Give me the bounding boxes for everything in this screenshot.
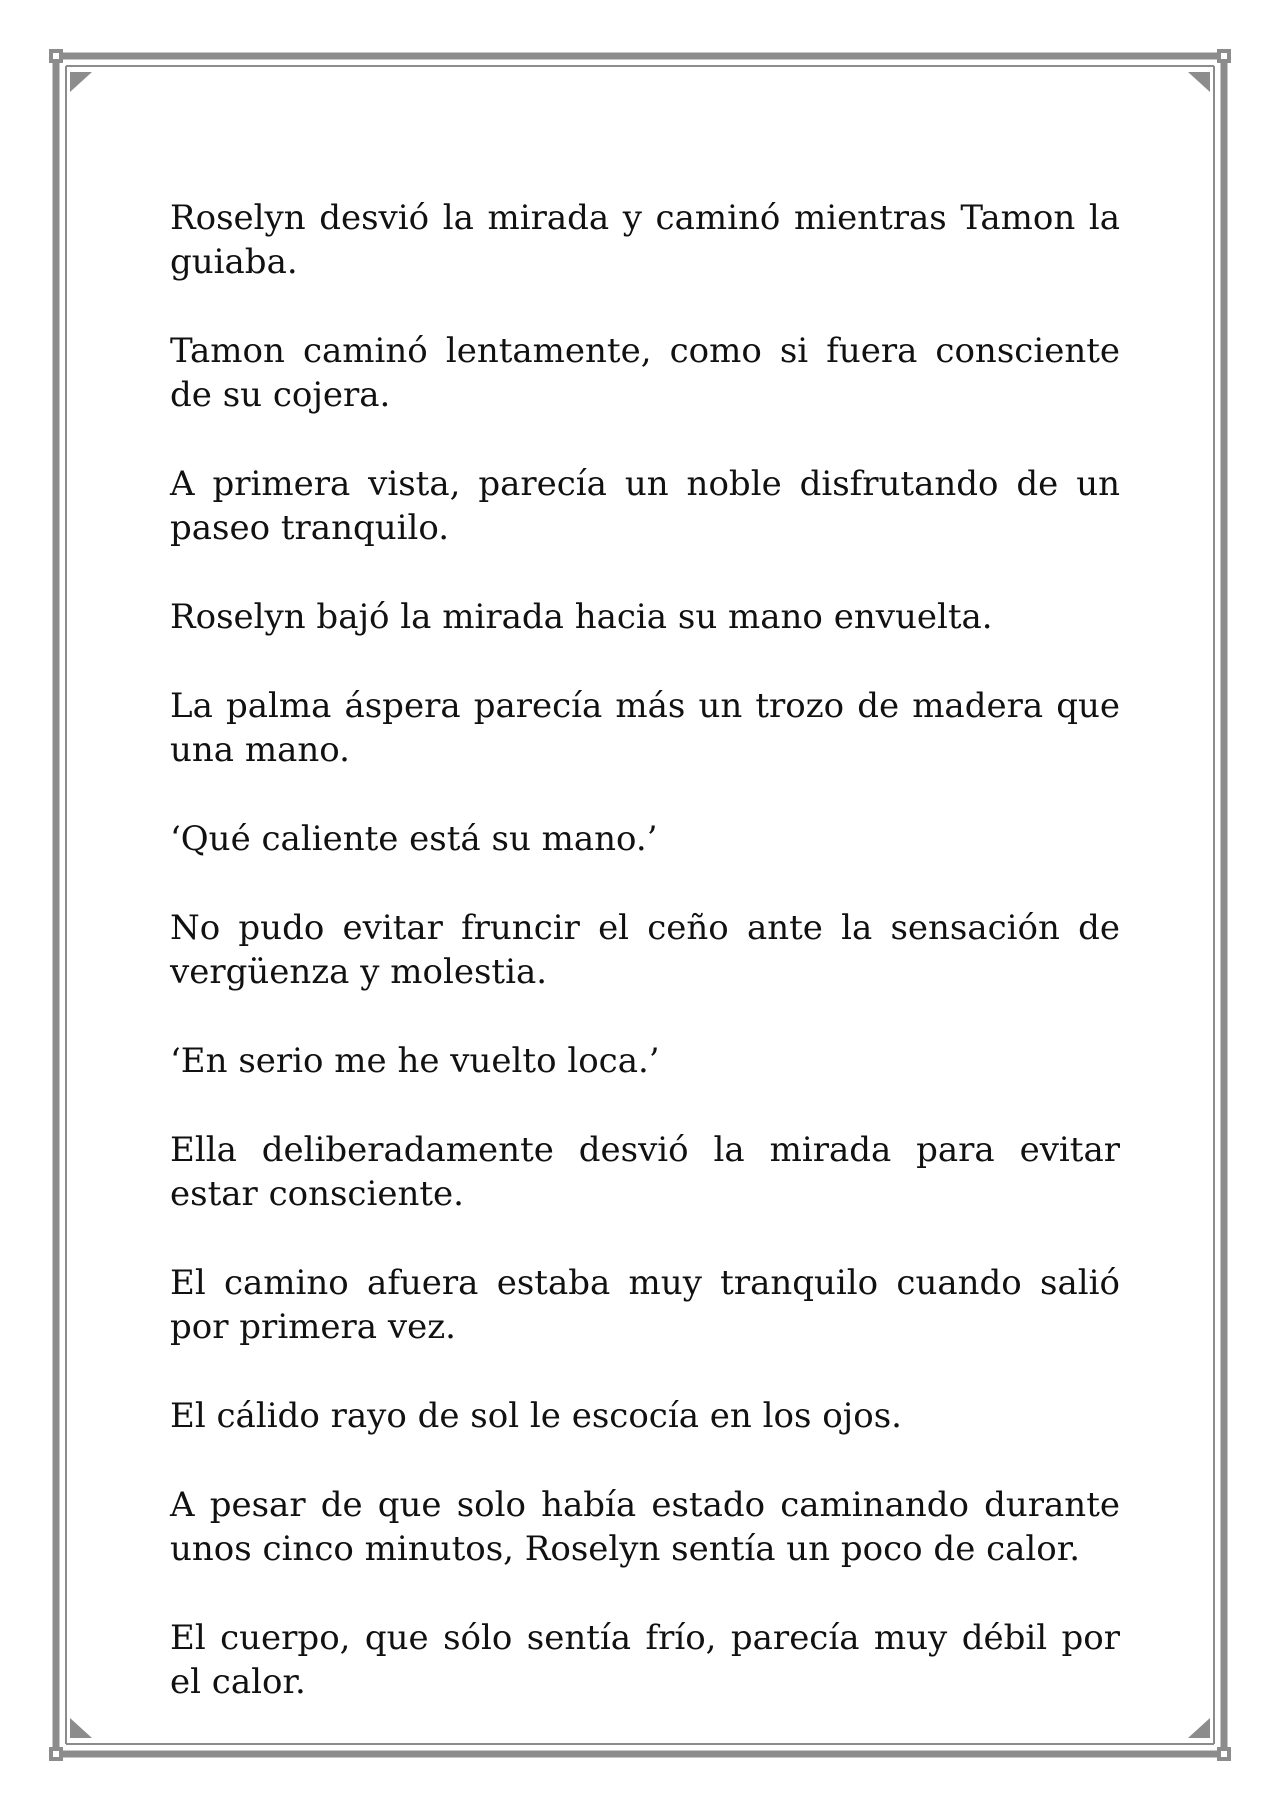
paragraph: El cuerpo, que sólo sentía frío, parecía muy débil por el calor. xyxy=(170,1618,1120,1702)
paragraph: A primera vista, parecía un noble disfrutando de un paseo tranquilo. xyxy=(170,464,1120,548)
paragraph: Roselyn desvió la mirada y caminó mientras Tamon la guiaba. xyxy=(170,198,1120,282)
paragraph: No pudo evitar fruncir el ceño ante la sensación de vergüenza y molestia. xyxy=(170,908,1120,992)
paragraph: Tamon caminó lentamente, como si fuera consciente de su cojera. xyxy=(170,331,1120,415)
paragraph: El camino afuera estaba muy tranquilo cuando salió por primera vez. xyxy=(170,1263,1120,1347)
paragraph: Roselyn bajó la mirada hacia su mano envuelta. xyxy=(170,597,993,637)
paragraph: ‘Qué caliente está su mano.’ xyxy=(170,819,658,859)
paragraph: La palma áspera parecía más un trozo de madera que una mano. xyxy=(170,686,1120,770)
paragraph: Ella deliberadamente desvió la mirada para evitar estar consciente. xyxy=(170,1130,1120,1214)
paragraph: ‘En serio me he vuelto loca.’ xyxy=(170,1041,660,1081)
document-body xyxy=(170,196,1120,1749)
paragraph: El cálido rayo de sol le escocía en los ojos. xyxy=(170,1396,902,1436)
paragraph: A pesar de que solo había estado caminando durante unos cinco minutos, Roselyn sentía un poco de calor. xyxy=(170,1485,1120,1569)
